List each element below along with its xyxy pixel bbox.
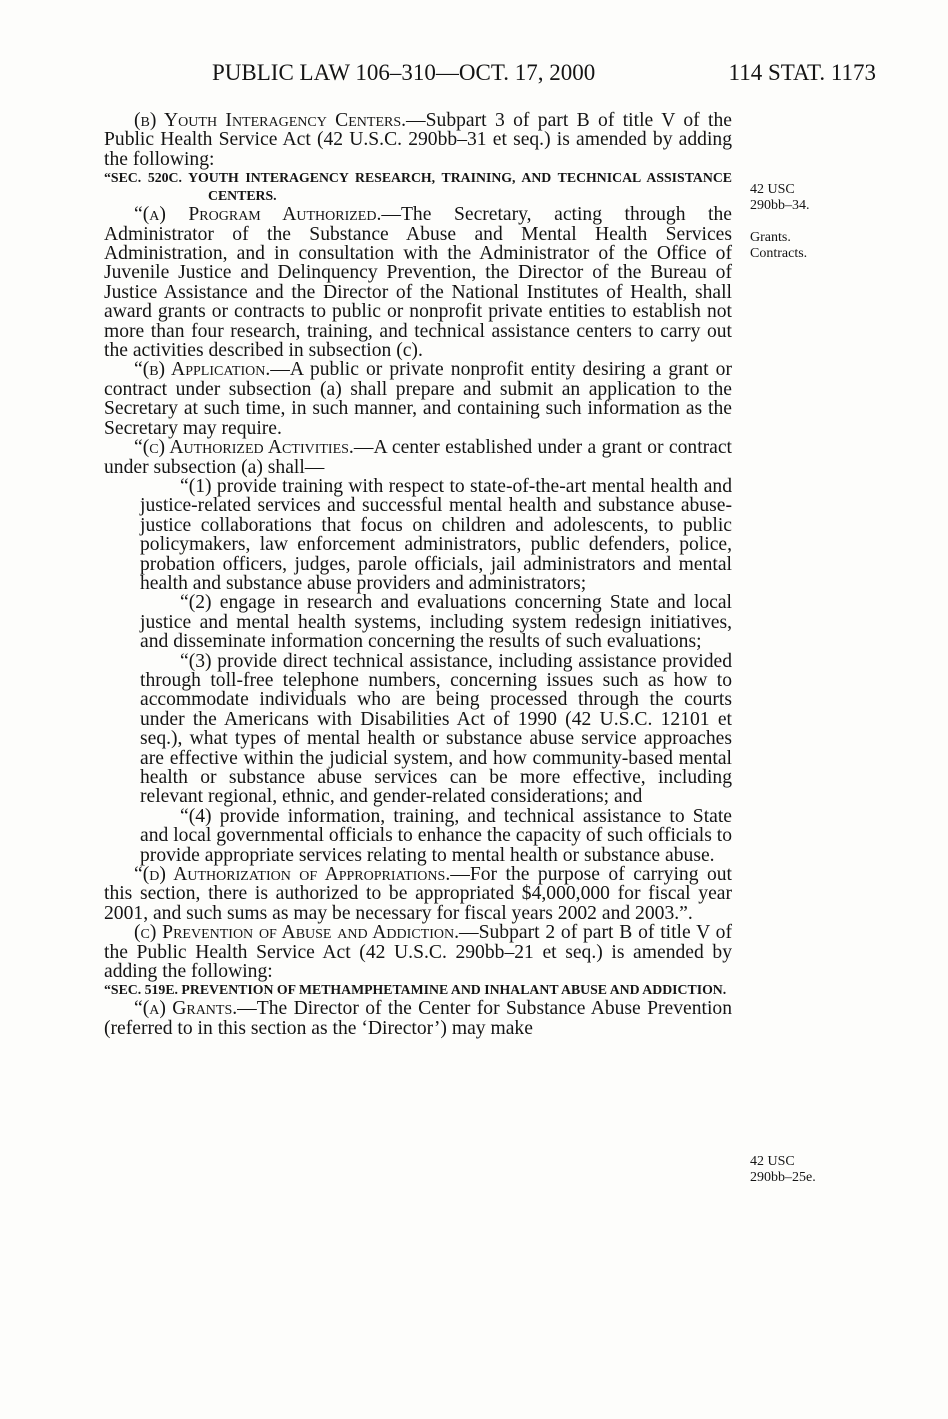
- paragraph-youth-interagency: (b) Youth Interagency Centers.—Subpart 3 of part B of title V of the Public Health Service Act (42 U.S.C. 290bb–31 et seq.) is amended by adding the following:: [104, 110, 732, 170]
- paragraph-prevention: (c) Prevention of Abuse and Addiction.—Subpart 2 of part B of title V of the Public Health Service Act (42 U.S.C. 290bb–21 et seq.) is amended by adding the following:: [104, 922, 732, 983]
- item-4-information: “(4) provide information, training, and technical assistance to State and local governmental officials to enhance the capacity of such officials to provide appropriate services relating to mental health or substance abuse.: [140, 805, 732, 866]
- heading-application: “(b) Application.: [134, 359, 271, 381]
- paragraph-application: “(b) Application.—A public or private nonprofit entity desiring a grant or contract under subsection (a) shall prepare and submit an application to the Secretary at such time, in such manner, and containing such information as the Secretary may require.: [104, 359, 733, 439]
- heading-program-authorized: “(a) Program Authorized.: [134, 204, 382, 226]
- heading-authorized-activities: “(c) Authorized Activities.: [134, 437, 354, 459]
- section-heading-520c: “SEC. 520C. YOUTH INTERAGENCY RESEARCH, TRAINING, AND TECHNICAL ASSISTANCE CENTERS.: [104, 170, 732, 204]
- heading-prevention: (c) Prevention of Abuse and Addiction.: [134, 922, 459, 944]
- statute-page-number: 114 STAT. 1173: [728, 60, 876, 85]
- item-3-technical-assistance: “(3) provide direct technical assistance, including assistance provided through toll-free telephone numbers, concerning issues such as how to accommodate individuals who are being processed through the courts under the Americans with Disabilities Act of 1990 (42 U.S.C. 12101 et seq.), what types of mental health or substance abuse service approaches are effective within the judicial system, and how community-based mental health or substance abuse services can be more effective, including relevant regional, ethnic, and gender-related considerations; and: [140, 650, 732, 808]
- heading-youth-interagency: (b) Youth Interagency Centers.: [134, 110, 407, 131]
- margin-note-grants-contracts: Grants. Contracts.: [750, 230, 808, 261]
- page-header: [212, 60, 876, 90]
- margin-note-usc-290bb-25e: 42 USC 290bb–25e.: [750, 1154, 816, 1185]
- heading-appropriations: “(d) Authorization of Appropriations.: [134, 864, 451, 886]
- paragraph-appropriations: “(d) Authorization of Appropriations.—For the purpose of carrying out this section, there is authorized to be appropriated $4,000,000 for fiscal year 2001, and such sums as may be necessary for fiscal years 2002 and 2003.”.: [104, 864, 732, 924]
- item-2-research: “(2) engage in research and evaluations concerning State and local justice and mental health systems, including system redesign initiatives, and disseminate information concerning the results of such evaluations;: [140, 592, 732, 653]
- margin-note-usc-290bb-34: 42 USC 290bb–34.: [750, 182, 810, 213]
- document-body: [104, 111, 732, 1038]
- paragraph-authorized-activities: “(c) Authorized Activities.—A center established under a grant or contract under subsection (a) shall—: [104, 437, 733, 478]
- item-1-training: “(1) provide training with respect to state-of-the-art mental health and justice-related services and successful mental health and substance abuse-justice collaborations that focus on children and adolescents, to public policymakers, law enforcement administrators, public defenders, police, probation officers, judges, parole officials, jail administrators and mental health and substance abuse providers and administrators;: [140, 475, 732, 594]
- section-heading-519e: “SEC. 519E. PREVENTION OF METHAMPHETAMINE AND INHALANT ABUSE AND ADDICTION.: [104, 982, 727, 998]
- heading-grants: “(a) Grants.: [134, 998, 238, 1020]
- paragraph-grants: “(a) Grants.—The Director of the Center for Substance Abuse Prevention (referred to in this section as the ‘Director’) may make: [104, 998, 732, 1039]
- paragraph-program-authorized: “(a) Program Authorized.—The Secretary, acting through the Administrator of the Substance Abuse and Mental Health Services Administration, and in consultation with the Administrator of the Office of Juvenile Justice and Delinquency Prevention, the Director of the Bureau of Justice Assistance and the Director of the National Institutes of Health, shall award grants or contracts to public or nonprofit private entities to establish not more than four research, training, and technical assistance centers to carry out the activities described in subsection (c).: [104, 204, 732, 362]
- running-head: PUBLIC LAW 106–310—OCT. 17, 2000: [212, 60, 596, 85]
